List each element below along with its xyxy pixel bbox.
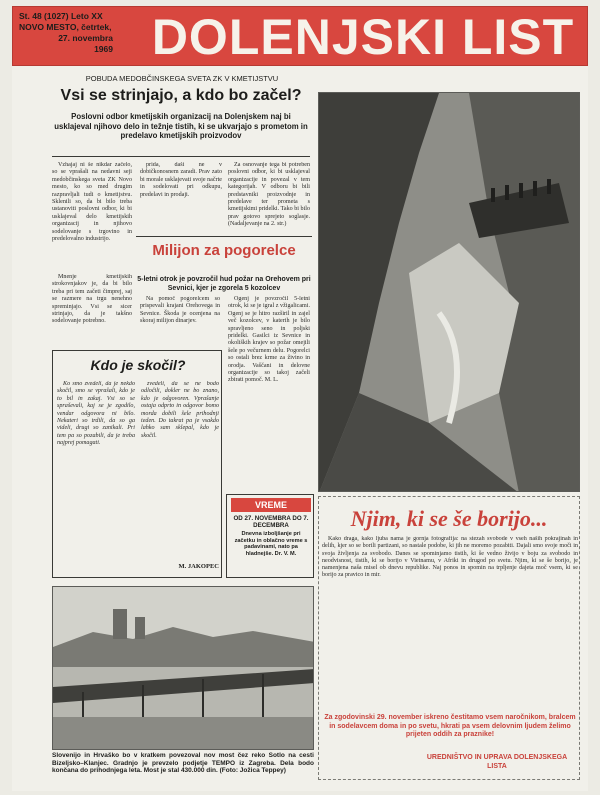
weather-text: Dnevna izboljšanje pri začetku in oblačno vreme s padavinami, nato pa hladnejše. Dr. V. M. bbox=[234, 531, 308, 557]
fire-article-subtitle: 5-letni otrok je povzročil hud požar na Orehovem pri Sevnici, kjer je zgorela 5 kozolcev bbox=[137, 276, 311, 292]
fire-article-title: Milijon za pogorelce bbox=[152, 242, 296, 259]
fire-rule bbox=[136, 236, 312, 237]
partisan-photo bbox=[318, 92, 580, 492]
lead-column-3: Za osnovanje tega bi potreben poslovni odbor, ki bi usklajeval organizacije in povezal v tem kategorijah. V odboru bi bili predstavniki proizvodnje in predelave ter prometa s kmetijskimi pridelki. Tako bi bilo prav gotovo sprejeto soglasje. (Nadaljevanje na 2. str.) bbox=[228, 162, 310, 228]
editors-signature: UREDNIŠTVO IN UPRAVA DOLENJSKEGA LISTA bbox=[426, 754, 568, 770]
njim-article-text: Kako draga, kako ljuba nama je gornja fotografija: na stezah svobode v vseh naših pokrajinah in delih, kjer so se borili partizani, so nastale podobe, ki jih ne moremo pozabiti. Dajali smo svoje moči in svoja življenja za svobodo. Danes se spominjamo tistih, ki še vedno živijo v boju za svobodo in neodvisnost, tistih, ki se borijo v Vietnamu, v Afriki in drugod po svetu. Njim, ki se še borijo, je namenjena naša misel ob dnevu republike. Naj ponos in spomin na trpljenje dajeta moč vsem, ki se borijo za pravico in mir. bbox=[322, 536, 578, 579]
lead-column-2: prida, daši ne v dobičkonosnem zaradi. Prav zato bi morale usklajevati svoje načrte in sodelovati pri odkupu, predelavi in prodaji. bbox=[140, 162, 222, 198]
fire-column-1: Na pomoč pogorelcem so prispevali krajani Orehovega in Sevnice. Škoda je ocenjena na skoraj milijon dinarjev. bbox=[140, 296, 220, 325]
lead-column-1: Vzhajaj ni še nikdar začelo, so se vprašali na nedavni seji medobčinskega sveta ZK Novo mesto, ko so med drugim razpravljali tudi o kmetijstvu. Sklenili so, da bi bilo treba ustanoviti poslovni odbor, ki bi usklajeval delo kmetijskih organizacij in njihovo sodelovanje s trgovino in predelovalno industrijo. bbox=[52, 162, 132, 243]
fire-column-2: Ogenj je povzročil 5-letni otrok, ki se je igral z vžigalicami. Ogenj se je hitro razširil in zajel več kozolcev, v katerih je bilo spravljeno seno in poljski pridelki. Gasilci iz Sevnice in okoliških krajev so požar omejili šele po večurnem delu. Pogorelci so ostali brez krme za živino in orodja. Vaščani in delovne organizacije so takoj začeli zbirati pomoč. M. L. bbox=[228, 296, 310, 384]
holiday-greeting: Za zgodovinski 29. november iskreno čestitamo vsem naročnikom, bralcem in sodelavcem doma in po svetu, hkrati pa vsem delovnim ljudem želimo prijeten oddih za praznike! bbox=[324, 714, 576, 738]
njim-article-title: Njim, ki se še borijo... bbox=[350, 506, 548, 531]
issue-number: St. 48 (1027) Leto XX bbox=[19, 11, 103, 21]
bridge-photo-image bbox=[53, 587, 314, 750]
issue-date: 27. novembra bbox=[58, 33, 113, 43]
issue-info bbox=[19, 11, 119, 55]
kdo-column-2: zvedeli, da se ne bodo odločili, dokler ne bo znano, kdo je odgovoren. Vprašanje ostaja odprto in odgovor bomo morda dobili šele prihodnji teden. Do takrat pa je vsakdo lahko sam sklepal, kdo je skočil. bbox=[141, 381, 219, 439]
weather-dates: OD 27. NOVEMBRA DO 7. DECEMBRA bbox=[233, 515, 309, 530]
newspaper-page bbox=[12, 6, 588, 791]
lead-rule bbox=[52, 156, 310, 157]
lead-deck: Poslovni odbor kmetijskih organizacij na Dolenjskem naj bi usklajeval njihovo delo in težnje tistih, ki se ukvarjajo s prometom in predelavo kmetijskih proizvodov bbox=[54, 112, 308, 140]
lead-kicker: POBUDA MEDOBČINSKEGA SVETA ZK V KMETIJSTVU bbox=[85, 74, 279, 83]
weather-badge: VREME bbox=[231, 498, 311, 512]
kdo-je-skocil-box bbox=[52, 350, 222, 578]
partisan-photo-image bbox=[319, 93, 580, 492]
issue-year: 1969 bbox=[94, 44, 113, 54]
bridge-photo bbox=[52, 586, 314, 750]
kdo-signature: M. JAKOPEC bbox=[178, 563, 219, 570]
lead-column-1-continued: Mnenje kmetijskih strokovnjakov je, da bi bilo treba pri tem začeti čimprej, saj se razmere na trgu nenehno spreminjajo. Vsi se sicer strinjajo, da je takšno sodelovanje potrebno. bbox=[52, 274, 132, 325]
kdo-title: Kdo je skočil? bbox=[90, 357, 186, 373]
masthead bbox=[12, 6, 588, 66]
weather-box bbox=[226, 494, 314, 578]
newspaper-title: DOLENJSKI LIST bbox=[151, 9, 575, 65]
lead-headline: Vsi se strinjajo, a kdo bo začel? bbox=[60, 87, 302, 104]
issue-place-day: NOVO MESTO, četrtek, bbox=[19, 22, 112, 32]
kdo-column-1: Ko smo zvedeli, da je nekdo skočil, smo se vprašali, kdo je to bil in zakaj. Vsi so se spraševali, kaj se je zgodilo, vendar odgovora ni bilo. Nekateri so trdili, da so ga videli, drugi so zanikali. Pri tem pa so pozabili, da je treba najprej pomagati. bbox=[57, 381, 135, 447]
bridge-photo-caption: Slovenijo in Hrvaško bo v kratkem povezoval nov most čez reko Sotlo na cesti Bizeljsko–Klanjec. Gradnjo je prevzelo podjetje TEMPO iz Zagreba. Dela bodo končana do prihodnjega leta. Most je stal 430.000 din. (Foto: Jožica Teppey) bbox=[52, 752, 314, 775]
